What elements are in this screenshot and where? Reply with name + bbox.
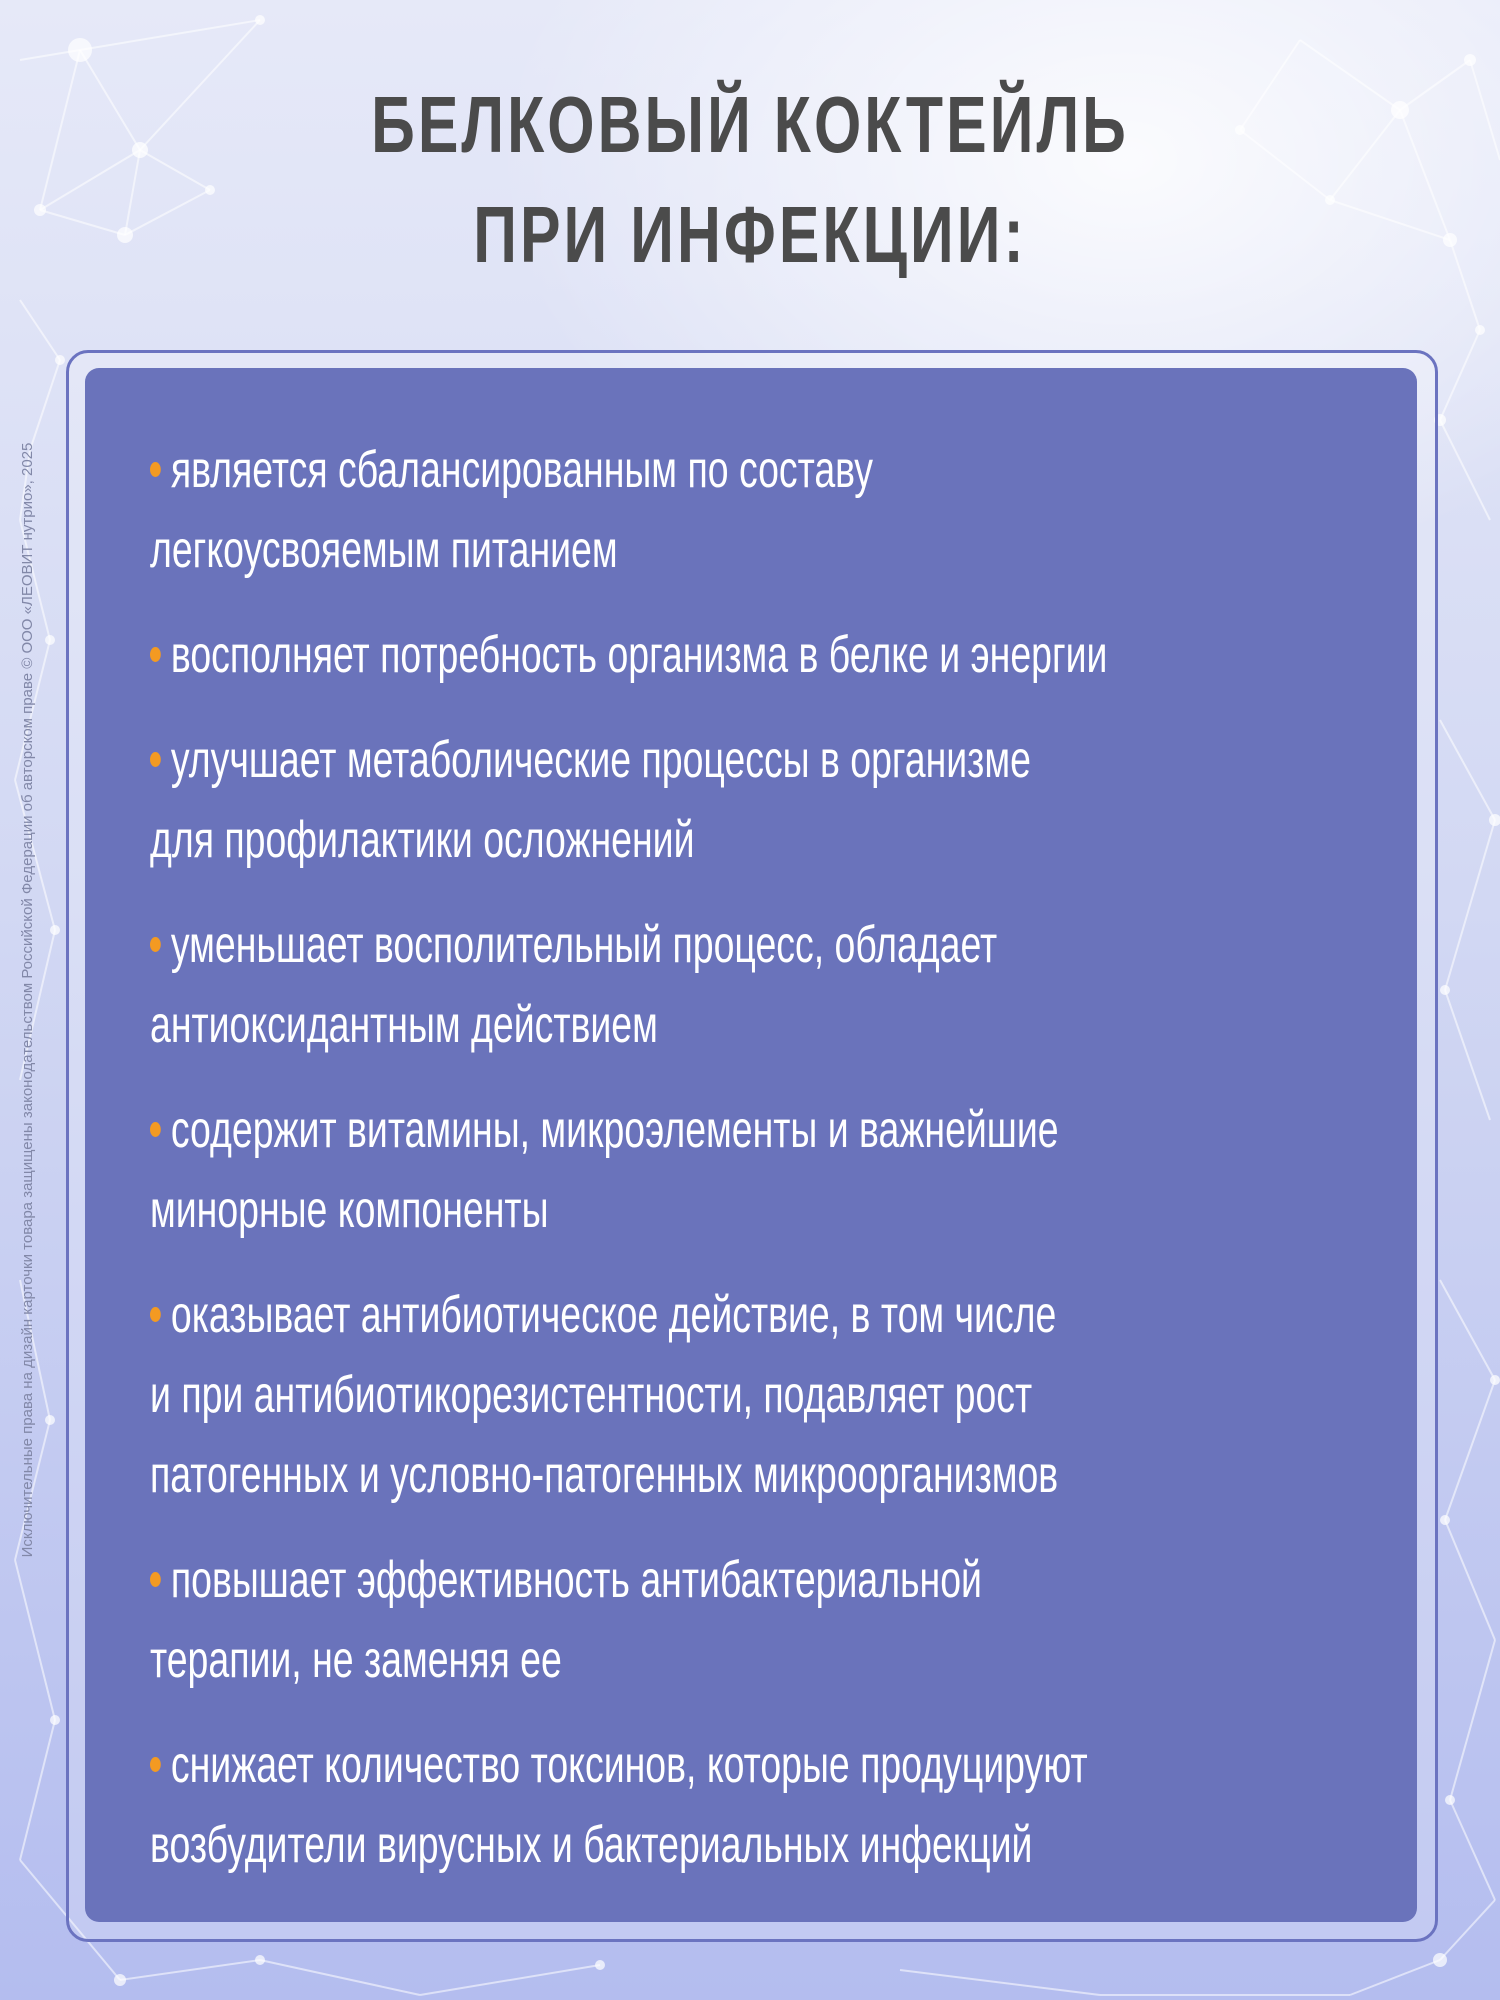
bullet-icon: [150, 1307, 161, 1322]
bullet-icon: [150, 1122, 161, 1137]
bullet-icon: [150, 752, 161, 767]
list-item: [150, 615, 1480, 695]
item-line: [150, 430, 1107, 510]
item-text: улучшает метаболические процессы в организме: [170, 731, 1031, 789]
item-line: [150, 1540, 1107, 1620]
item-line: патогенных и условно-патогенных микроорганизмов: [150, 1446, 1059, 1504]
item-line: [150, 905, 1107, 985]
title-line-1: БЕЛКОВЫЙ КОКТЕЙЛЬ: [371, 80, 1129, 169]
item-line: [150, 1725, 1107, 1805]
item-line: возбудители вирусных и бактериальных инфекций: [150, 1816, 1033, 1874]
item-line: антиоксидантным действием: [150, 996, 658, 1054]
item-text: снижает количество токсинов, которые продуцируют: [170, 1736, 1088, 1794]
item-text: восполняет потребность организма в белке и энергии: [170, 626, 1108, 684]
list-item: [150, 1540, 1480, 1700]
item-line: [150, 1090, 1107, 1170]
list-item: [150, 905, 1480, 1065]
item-line: и при антибиотикорезистентности, подавляет рост: [150, 1366, 1033, 1424]
item-line: [150, 1275, 1107, 1355]
list-item: [150, 1090, 1480, 1250]
item-text: оказывает антибиотическое действие, в том числе: [170, 1286, 1057, 1344]
list-item: [150, 1725, 1480, 1885]
list-item: [150, 430, 1480, 590]
item-line: минорные компоненты: [150, 1181, 549, 1239]
list-item: [150, 1275, 1480, 1515]
copyright-notice: Исключительные права на дизайн карточки товара защищены законодательством Российской Федерации об авторском праве © ООО «ЛЕОВИТ нутрио», 2025: [19, 442, 36, 1558]
item-text: уменьшает восполительный процесс, обладает: [170, 916, 998, 974]
item-line: легкоусвояемым питанием: [150, 521, 618, 579]
title-line-2: ПРИ ИНФЕКЦИИ:: [473, 190, 1027, 279]
item-line: терапии, не заменяя ее: [150, 1631, 562, 1689]
bullet-icon: [150, 462, 161, 477]
item-text: является сбалансированным по составу: [170, 441, 873, 499]
bullet-icon: [150, 647, 161, 662]
bullet-icon: [150, 1757, 161, 1772]
page-title: [150, 70, 1350, 290]
item-line: для профилактики осложнений: [150, 811, 695, 869]
item-line: [150, 615, 1107, 695]
bullet-icon: [150, 1572, 161, 1587]
list-item: [150, 720, 1480, 880]
item-text: повышает эффективность антибактериальной: [170, 1551, 982, 1609]
item-line: [150, 720, 1107, 800]
benefits-list: [150, 430, 1480, 1910]
item-text: содержит витамины, микроэлементы и важнейшие: [170, 1101, 1059, 1159]
bullet-icon: [150, 937, 161, 952]
